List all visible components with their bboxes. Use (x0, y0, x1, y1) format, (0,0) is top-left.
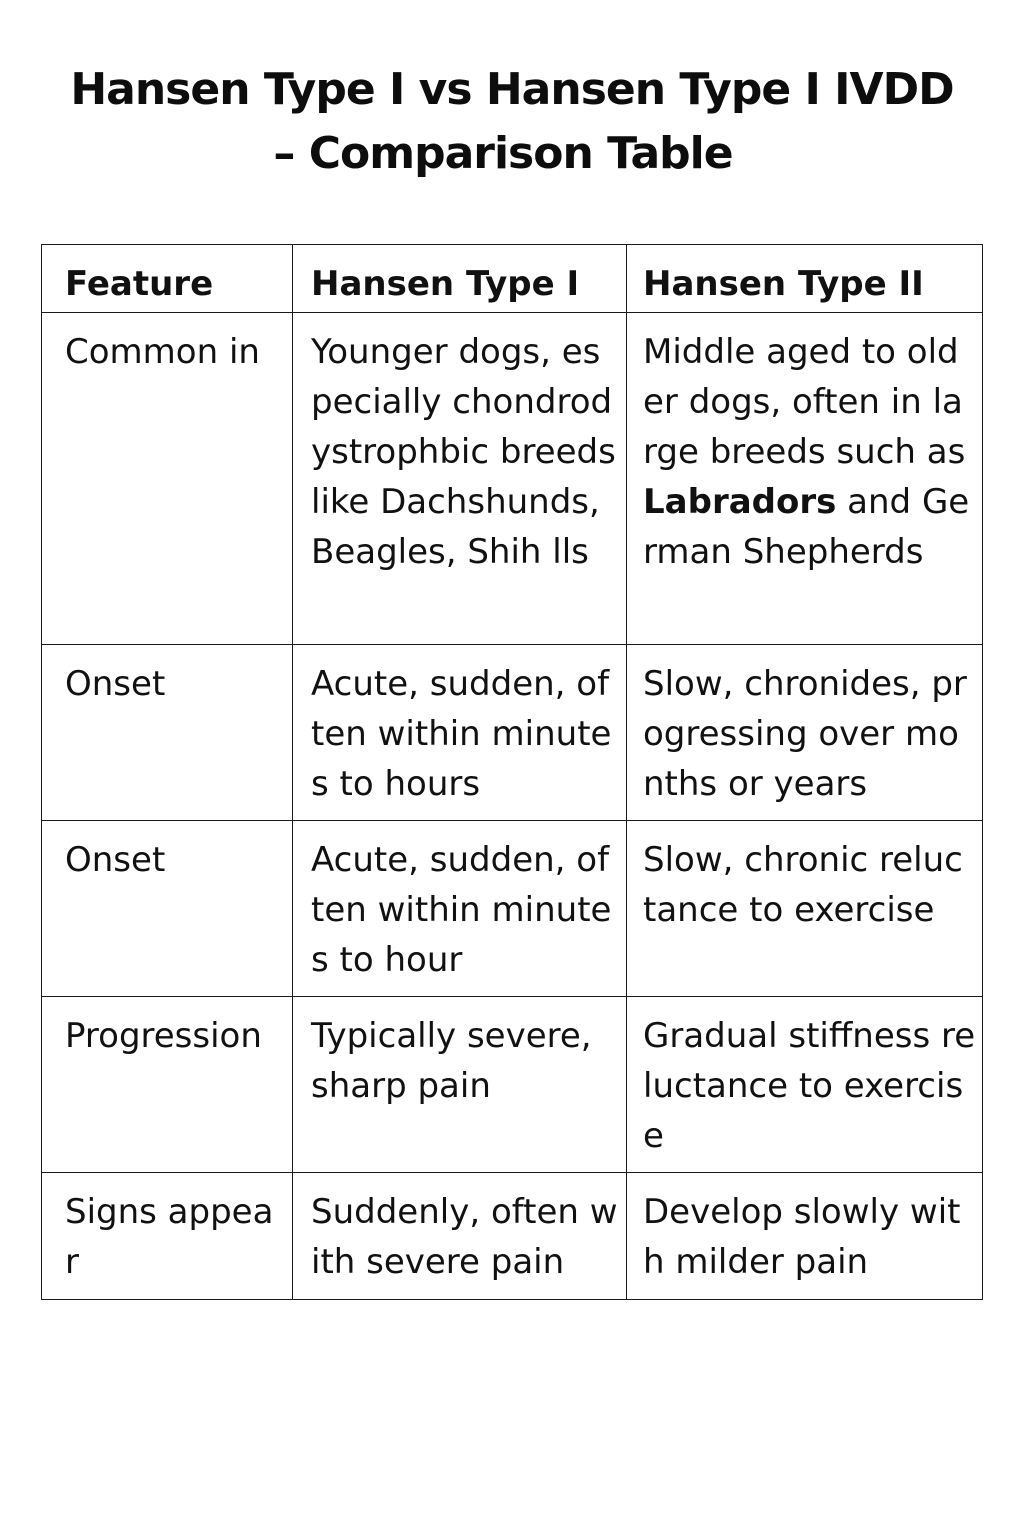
table-row (42, 821, 983, 997)
cell-type-2 (627, 313, 983, 645)
cell-type-2: Develop slowly with milder pain (627, 1173, 983, 1300)
cell-feature: Common in (42, 313, 293, 645)
table-header (42, 245, 983, 313)
cell-type-2: Gradual stiffness reluctance to exercise (627, 997, 983, 1173)
header-feature: Feature (42, 245, 293, 313)
cell-type-1: Suddenly, often with severe pain (293, 1173, 627, 1300)
header-hansen-type-1: Hansen Type I (293, 245, 627, 313)
cell-type-2-bold-text: Labradors (643, 482, 837, 522)
page-title (0, 58, 1024, 186)
table-row (42, 1173, 983, 1300)
cell-type-1: Younger dogs, especially chondrodystrophbic breeds like Dachshunds, Beagles, Shih lls (293, 313, 627, 645)
cell-type-2-text-end: and German Shepherds (643, 482, 970, 572)
cell-type-1: Acute, sudden, often within minutes to hour (293, 821, 627, 997)
title-line-2: – Comparison Table (273, 128, 733, 179)
cell-feature: Progression (42, 997, 293, 1173)
cell-feature: Onset (42, 821, 293, 997)
cell-feature: Signs appear (42, 1173, 293, 1300)
cell-type-2: Slow, chronic reluctance to exercise (627, 821, 983, 997)
table-row (42, 997, 983, 1173)
cell-type-2: Slow, chronides, progressing over months or years (627, 645, 983, 821)
title-line-1: Hansen Type I vs Hansen Type I IVDD (70, 64, 954, 115)
cell-type-1: Typically severe, sharp pain (293, 997, 627, 1173)
table-row (42, 645, 983, 821)
comparison-table (41, 244, 983, 1300)
header-hansen-type-2: Hansen Type II (627, 245, 983, 313)
cell-type-2-text: Middle aged to older dogs, often in large breeds such as (643, 332, 966, 472)
table-row (42, 313, 983, 645)
cell-type-1: Acute, sudden, often within minutes to hours (293, 645, 627, 821)
header-row (42, 245, 983, 313)
table-body (42, 313, 983, 1300)
cell-feature: Onset (42, 645, 293, 821)
